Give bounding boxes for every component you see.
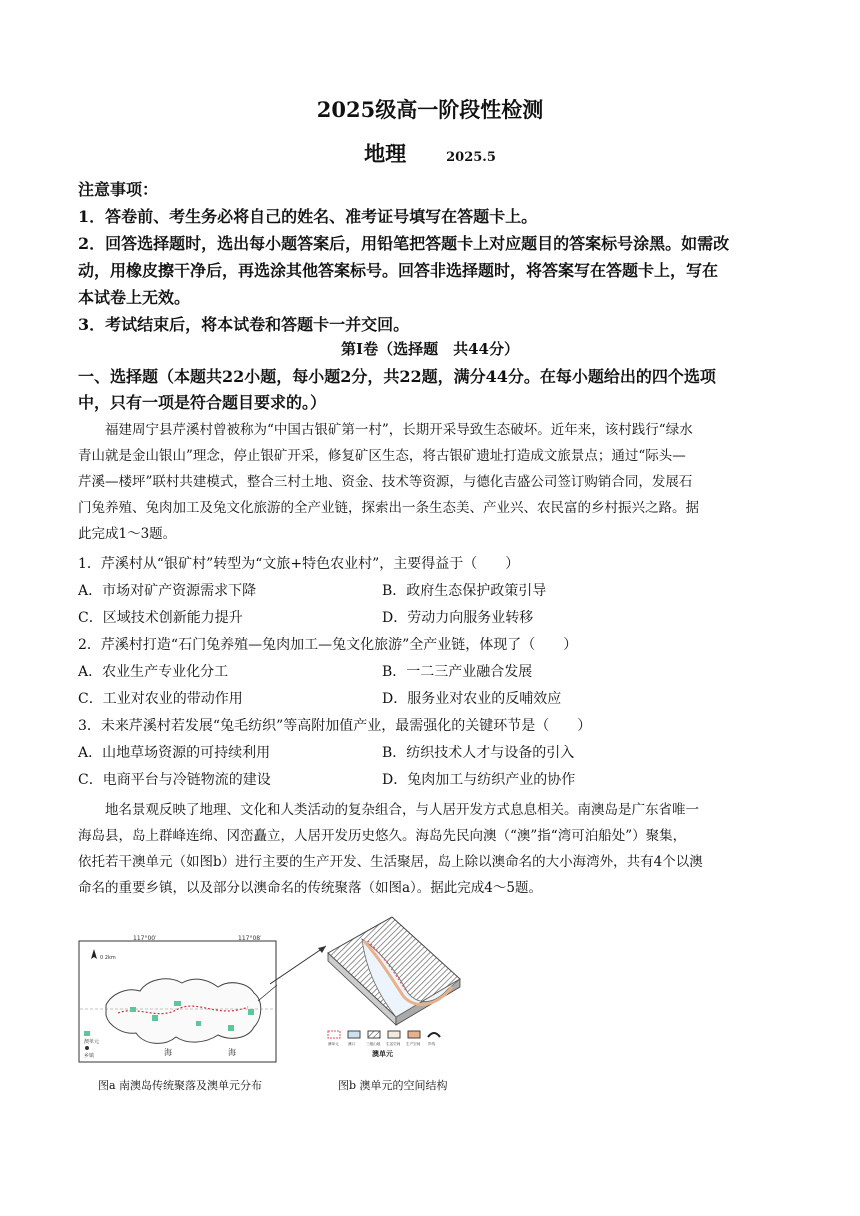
passage1-line-2: 青山就是金山银山”理念，停止银矿开采，修复矿区生态，将古银矿遗址打造成文旅景点；通过“际头—	[78, 448, 686, 464]
figure-a-caption: 图a 南澳岛传统聚落及澳单元分布	[98, 1079, 263, 1092]
legend-b-title: 澳单元	[372, 1050, 393, 1058]
part-instruction-line-1: 一、选择题（本题共22小题，每小题2分，共22题，满分44分。在每小题给出的四个选项	[78, 367, 716, 386]
legend-ao-swatch	[84, 1031, 90, 1036]
q2-options-row-2	[78, 688, 790, 708]
q3-stem: 3．未来芹溪村若发展“兔毛纺织”等高附加值产业，最需强化的关键环节是（ ）	[78, 718, 592, 734]
q2-options-row-1	[78, 661, 790, 681]
q3-options-row-1	[78, 742, 790, 762]
legend-b-item-2: 澳口	[348, 1042, 356, 1046]
note-item-3: 3．考试结束后，将本试卷和答题卡一并交回。	[78, 315, 410, 334]
q1-option-a: A．市场对矿产资源需求下降	[78, 583, 257, 599]
sea-label-1: 海	[164, 1048, 172, 1057]
q2-option-c: C．工业对农业的带动作用	[78, 691, 243, 707]
legend-b-item-1: 澳单元	[328, 1042, 339, 1046]
passage2-line-2: 海岛县，岛上群峰连绵、冈峦矗立，人居开发历史悠久。海岛先民向澳（“澳”指“湾可泊船处”）聚集，	[78, 828, 687, 844]
figure-b-legend	[328, 1031, 440, 1058]
exam-title: 2025级高一阶段性检测	[316, 97, 544, 122]
q2-stem: 2．芹溪村打造“石门兔养殖—兔肉加工—兔文化旅游”全产业链，体现了（ ）	[78, 637, 578, 653]
passage2-line-3: 依托若干澳单元（如图b）进行主要的生产开发、生活聚居，岛上除以澳命名的大小海湾外，共有4个以澳	[78, 854, 703, 870]
passage1-line-3: 芹溪—楼坪”联村共建模式，整合三村土地、资金、技术等资源，与德化吉盛公司签订购销合同，发展石	[78, 474, 693, 490]
legend-b-item-6: 岸线	[428, 1042, 436, 1046]
figure-connector-arrow	[270, 940, 330, 990]
note-item-2-line-2: 动，用橡皮擦干净后，再选涂其他答案标号。回答非选择题时，将答案写在答题卡上，写在	[78, 261, 719, 280]
q1-stem: 1．芹溪村从“银矿村”转型为“文旅+特色农业村”，主要得益于（ ）	[78, 556, 520, 572]
q3-options-row-2	[78, 769, 790, 789]
q1-option-b: B．政府生态保护政策引导	[382, 583, 547, 599]
q1-options-row-1	[78, 580, 790, 600]
q3-option-a: A．山地草场资源的可持续利用	[78, 745, 271, 761]
notes-heading: 注意事项：	[78, 180, 159, 199]
passage1-line-5: 此完成1～3题。	[78, 526, 177, 542]
q3-option-d: D．兔肉加工与纺织产业的协作	[382, 772, 576, 788]
q3-option-c: C．电商平台与冷链物流的建设	[78, 772, 271, 788]
q2-option-d: D．服务业对农业的反哺效应	[382, 691, 562, 707]
part-instruction-line-2: 中，只有一项是符合题目要求的。）	[78, 393, 327, 412]
passage1-line-1: 福建周宁县芹溪村曾被称为“中国古银矿第一村”，长期开采导致生态破坏。近年来，该村践行“绿水	[78, 422, 693, 438]
figure-a-map	[78, 935, 278, 1063]
legend-b-item-4: 生活空间	[386, 1042, 401, 1046]
passage2-line-1: 地名景观反映了地理、文化和人类活动的复杂组合，与人居开发方式息息相关。南澳岛是广东省唯一	[78, 802, 699, 818]
q2-option-b: B．一二三产业融合发展	[382, 664, 533, 680]
lon-label-1: 117°00′	[133, 935, 157, 942]
q2-option-a: A．农业生产专业化分工	[78, 664, 229, 680]
legend-b-item-3: 三级山地	[366, 1042, 381, 1046]
q1-option-d: D．劳动力向服务业转移	[382, 610, 534, 626]
q1-options-row-2	[78, 607, 790, 627]
sea-label-2: 海	[228, 1048, 236, 1057]
passage1-line-4: 门兔养殖、兔肉加工及兔文化旅游的全产业链，探索出一条生态美、产业兴、农民富的乡村振兴之路。据	[78, 500, 699, 516]
subject-line	[0, 138, 860, 168]
q1-option-c: C．区域技术创新能力提升	[78, 610, 243, 626]
figure-b-block-diagram	[322, 913, 467, 1063]
legend-town-label: 乡镇	[84, 1053, 95, 1059]
q3-option-b: B．纺织技术人才与设备的引入	[382, 745, 575, 761]
figure-b-caption: 图b 澳单元的空间结构	[338, 1079, 448, 1092]
note-item-2-line-1: 2．回答选择题时，选出每小题答案后，用铅笔把答题卡上对应题目的答案标号涂黑。如需改	[78, 234, 730, 253]
legend-town-swatch	[85, 1046, 89, 1050]
legend-ao-label: 澳单元	[84, 1039, 100, 1045]
section-title: 第Ⅰ卷（选择题 共44分）	[341, 340, 519, 358]
scale-label: 0 2km	[100, 955, 116, 961]
passage2-line-4: 命名的重要乡镇，以及部分以澳命名的传统聚落（如图a）。据此完成4～5题。	[78, 880, 542, 896]
legend-b-item-5: 生产空间	[406, 1042, 421, 1046]
lon-label-2: 117°08′	[238, 935, 262, 942]
subject-name: 地理	[364, 141, 407, 166]
note-item-1: 1．答卷前、考生务必将自己的姓名、准考证号填写在答题卡上。	[78, 207, 538, 226]
exam-date: 2025.5	[446, 150, 496, 165]
note-item-2-line-3: 本试卷上无效。	[78, 288, 191, 307]
